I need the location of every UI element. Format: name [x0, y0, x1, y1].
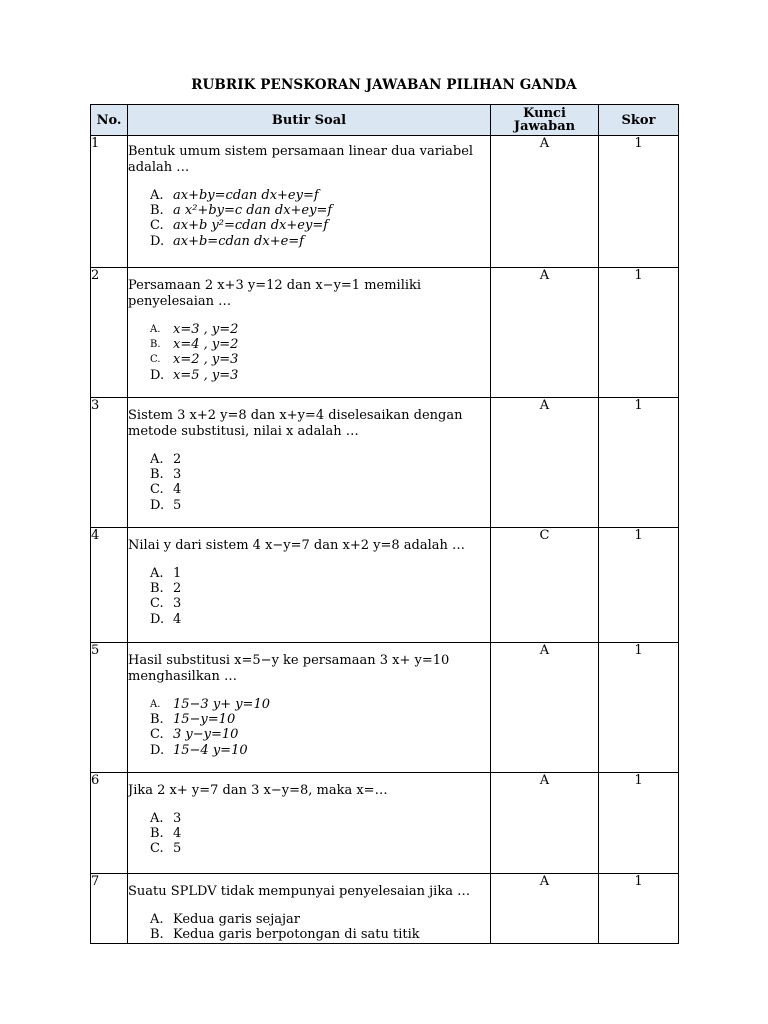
option-label: C. [150, 354, 161, 366]
option-text: 4 [173, 482, 182, 498]
option-text: ax+b=cdan dx+e=f [173, 233, 304, 249]
options-list [150, 697, 490, 758]
option-text: 2 [173, 452, 182, 467]
option-text: a x²+by=c dan dx+ey=f [173, 203, 333, 219]
answer-key: A [491, 398, 599, 528]
option-label: B. [150, 826, 164, 842]
option-item [150, 596, 490, 611]
answer-key: C [491, 528, 599, 643]
option-label: A. [150, 699, 161, 710]
question-cell [128, 643, 491, 773]
option-text: x=4 , y=2 [173, 337, 239, 353]
option-item [150, 498, 490, 513]
table-header-row [91, 105, 679, 136]
answer-key: A [491, 643, 599, 773]
option-label: B. [150, 203, 164, 219]
option-text: Kedua garis sejajar [173, 912, 301, 927]
option-label: B. [150, 467, 164, 483]
option-label: A. [150, 324, 161, 335]
option-text: Kedua garis berpotongan di satu titik [173, 927, 420, 943]
score: 1 [599, 773, 679, 874]
option-text: ax+by=cdan dx+ey=f [173, 188, 319, 203]
table-row [91, 136, 679, 268]
question-text: Jika 2 x+ y=7 dan 3 x−y=8, maka x=… [128, 783, 388, 798]
option-text: 4 [173, 826, 182, 842]
option-item [150, 566, 490, 581]
option-item [150, 727, 490, 742]
option-label: D. [150, 233, 165, 249]
option-text: 2 [173, 581, 182, 597]
row-number: 4 [91, 528, 128, 643]
option-item [150, 203, 490, 218]
header-butir-soal: Butir Soal [128, 105, 491, 136]
option-text: x=5 , y=3 [173, 367, 239, 383]
option-text: x=2 , y=3 [173, 352, 239, 368]
answer-key: A [491, 268, 599, 398]
score: 1 [599, 136, 679, 268]
header-skor: Skor [599, 105, 679, 136]
question-cell [128, 398, 491, 528]
row-number: 1 [91, 136, 128, 268]
table-row [91, 643, 679, 773]
question-cell [128, 528, 491, 643]
option-text: 1 [173, 566, 182, 581]
table-row [91, 874, 679, 944]
answer-key: A [491, 874, 599, 944]
question-cell [128, 268, 491, 398]
option-item [150, 927, 490, 942]
option-label: D. [150, 497, 165, 513]
row-number: 5 [91, 643, 128, 773]
option-label: D. [150, 742, 165, 758]
option-label: B. [150, 339, 161, 351]
score: 1 [599, 268, 679, 398]
score: 1 [599, 528, 679, 643]
option-item [150, 743, 490, 758]
header-kunci-jawaban [491, 105, 599, 136]
option-text: 3 y−y=10 [173, 727, 239, 743]
option-item [150, 841, 490, 856]
option-item [150, 234, 490, 249]
row-number: 2 [91, 268, 128, 398]
option-text: 15−y=10 [173, 712, 236, 728]
options-list [150, 912, 490, 942]
option-label: B. [150, 581, 164, 597]
option-item [150, 697, 490, 712]
option-label: D. [150, 611, 165, 627]
question-cell [128, 773, 491, 874]
option-label: A. [150, 188, 164, 203]
row-number: 7 [91, 874, 128, 944]
score: 1 [599, 398, 679, 528]
options-list [150, 322, 490, 383]
option-item [150, 482, 490, 497]
option-label: C. [150, 482, 164, 498]
options-list [150, 188, 490, 249]
table-row [91, 528, 679, 643]
rubric-table [90, 104, 679, 944]
option-item [150, 352, 490, 367]
option-label: A. [150, 566, 164, 581]
option-label: B. [150, 712, 164, 728]
option-text: ax+b y²=cdan dx+ey=f [173, 218, 329, 234]
option-item [150, 581, 490, 596]
score: 1 [599, 874, 679, 944]
option-item [150, 467, 490, 482]
option-item [150, 612, 490, 627]
options-list [150, 566, 490, 627]
option-text: 4 [173, 611, 182, 627]
question-cell [128, 136, 491, 268]
table-row [91, 268, 679, 398]
option-label: B. [150, 927, 164, 943]
option-item [150, 368, 490, 383]
question-text: Sistem 3 x+2 y=8 dan x+y=4 diselesaikan dengan metode substitusi, nilai x adalah … [128, 408, 463, 439]
option-label: A. [150, 811, 164, 826]
answer-key: A [491, 773, 599, 874]
option-text: 3 [173, 596, 182, 612]
question-text: Hasil substitusi x=5−y ke persamaan 3 x+ y=10 menghasilkan … [128, 653, 450, 684]
option-item [150, 811, 490, 826]
answer-key: A [491, 136, 599, 268]
option-label: C. [150, 841, 164, 857]
question-text: Bentuk umum sistem persamaan linear dua variabel adalah … [128, 144, 474, 175]
header-kunci-text: Kunci Jawaban [513, 106, 576, 134]
table-row [91, 398, 679, 528]
score: 1 [599, 643, 679, 773]
option-label: C. [150, 596, 164, 612]
option-label: A. [150, 912, 164, 927]
option-label: D. [150, 367, 165, 383]
option-item [150, 337, 490, 352]
option-text: 15−4 y=10 [173, 742, 248, 758]
row-number: 3 [91, 398, 128, 528]
question-text: Nilai y dari sistem 4 x−y=7 dan x+2 y=8 adalah … [128, 538, 466, 553]
option-item [150, 188, 490, 203]
question-text: Persamaan 2 x+3 y=12 dan x−y=1 memiliki penyelesaian … [128, 278, 422, 309]
option-label: A. [150, 452, 164, 467]
options-list [150, 452, 490, 513]
option-text: 5 [173, 841, 182, 857]
question-cell [128, 874, 491, 944]
options-list [150, 811, 490, 857]
option-text: x=3 , y=2 [173, 322, 239, 337]
option-item [150, 452, 490, 467]
option-item [150, 322, 490, 337]
option-label: C. [150, 727, 164, 743]
option-text: 3 [173, 811, 182, 826]
question-text: Suatu SPLDV tidak mempunyai penyelesaian jika … [128, 884, 471, 899]
option-label: C. [150, 218, 164, 234]
option-item [150, 912, 490, 927]
option-item [150, 826, 490, 841]
table-row [91, 773, 679, 874]
option-text: 5 [173, 497, 182, 513]
page-title: RUBRIK PENSKORAN JAWABAN PILIHAN GANDA [191, 77, 577, 93]
header-no: No. [91, 105, 128, 136]
option-text: 15−3 y+ y=10 [173, 697, 270, 712]
option-item [150, 712, 490, 727]
option-text: 3 [173, 467, 182, 483]
option-item [150, 218, 490, 233]
row-number: 6 [91, 773, 128, 874]
